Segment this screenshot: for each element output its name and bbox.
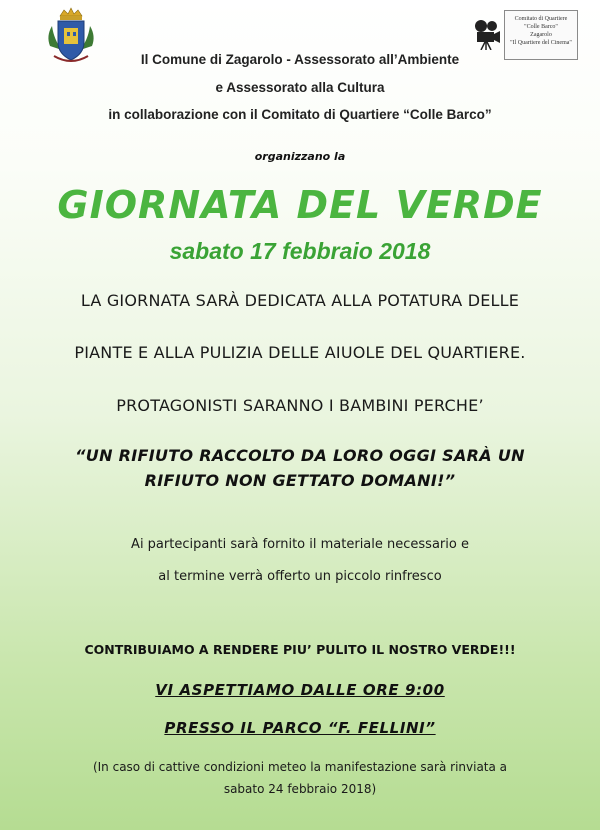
call-to-action: CONTRIBUIAMO A RENDERE PIU’ PULITO IL NOSTRO VERDE!!! [84, 642, 516, 657]
weather-note-line-1: (In caso di cattive condizioni meteo la manifestazione sarà rinviata a [92, 760, 508, 774]
weather-note-line-2: sabato 24 febbraio 2018) [223, 782, 377, 796]
event-title: GIORNATA DEL VERDE [57, 183, 543, 227]
quote-line-2: RIFIUTO NON GETTATO DOMANI!” [144, 471, 456, 490]
film-camera-icon [472, 18, 502, 50]
body-line-1: LA GIORNATA SARÀ DEDICATA ALLA POTATURA DELLE [80, 291, 520, 310]
header-line-3: in collaborazione con il Comitato di Quartiere “Colle Barco” [108, 107, 492, 122]
stamp-line-3: Zagarolo [530, 32, 552, 38]
event-date: sabato 17 febbraio 2018 [169, 238, 431, 264]
header-line-1: Il Comune di Zagarolo - Assessorato all’Ambiente [140, 52, 460, 67]
stamp-line-1: Comitato di Quartiere [514, 16, 568, 22]
header-line-2: e Assessorato alla Cultura [215, 80, 385, 95]
meeting-place: PRESSO IL PARCO “F. FELLINI” [164, 719, 436, 737]
stamp-line-2: "Colle Barco" [524, 24, 558, 30]
body-line-3: PROTAGONISTI SARANNO I BAMBINI PERCHE’ [116, 396, 484, 415]
info-line-1: Ai partecipanti sarà fornito il materiale necessario e [131, 537, 469, 552]
organizers-label: organizzano la [254, 150, 346, 163]
stamp-line-4: "Il Quartiere del Cinema" [510, 40, 572, 46]
info-line-2: al termine verrà offerto un piccolo rinfresco [158, 569, 442, 584]
quote-line-1: “UN RIFIUTO RACCOLTO DA LORO OGGI SARÀ UN [75, 446, 525, 465]
meeting-time: VI ASPETTIAMO DALLE ORE 9:00 [155, 681, 445, 699]
body-line-2: PIANTE E ALLA PULIZIA DELLE AIUOLE DEL QUARTIERE. [74, 343, 526, 362]
